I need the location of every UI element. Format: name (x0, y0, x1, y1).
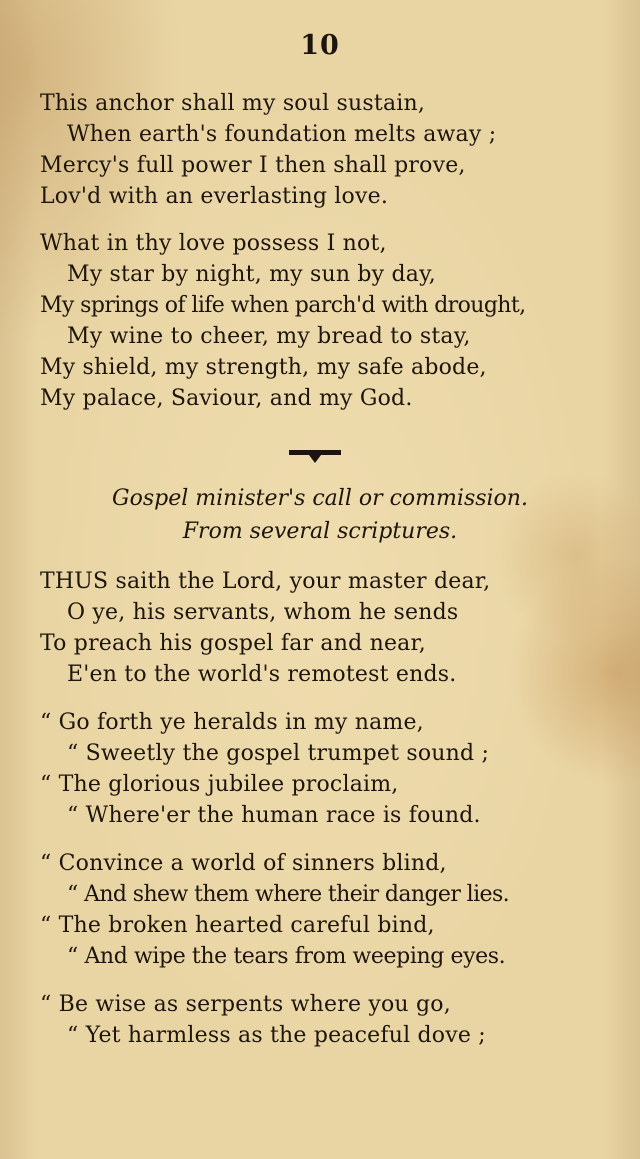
stanza-1 (40, 88, 630, 212)
verse-line: When earth's foundation melts away ; (67, 122, 497, 147)
hymn-stanza-1 (40, 566, 630, 690)
divider-drop-ornament (309, 455, 321, 463)
page-number: 10 (300, 30, 340, 61)
verse-line: What in thy love possess I not, (40, 231, 387, 256)
verse-line: E'en to the world's remotest ends. (67, 662, 457, 687)
verse-line: My wine to cheer, my bread to stay, (67, 324, 471, 349)
verse-line: “ Convince a world of sinners blind, (40, 851, 447, 876)
hymn-title: Gospel minister's call or commission. (112, 486, 528, 511)
verse-line: My palace, Saviour, and my God. (40, 386, 413, 411)
verse-line: “ The glorious jubilee proclaim, (40, 772, 399, 797)
section-divider-ornament (289, 446, 341, 466)
verse-line: My springs of life when parch'd with drought, (40, 293, 526, 318)
stanza-2 (40, 228, 630, 414)
hymn-stanza-3 (40, 848, 630, 972)
verse-line: My shield, my strength, my safe abode, (40, 355, 487, 380)
verse-line: “ Where'er the human race is found. (67, 803, 481, 828)
verse-line: “ And wipe the tears from weeping eyes. (67, 944, 506, 969)
verse-line: “ Yet harmless as the peaceful dove ; (67, 1023, 486, 1048)
verse-line: THUS saith the Lord, your master dear, (40, 569, 491, 594)
verse-line: “ Go forth ye heralds in my name, (40, 710, 424, 735)
verse-line: “ The broken hearted careful bind, (40, 913, 435, 938)
hymn-subtitle: From several scriptures. (182, 519, 458, 544)
hymn-stanza-2 (40, 707, 630, 831)
verse-line: To preach his gospel far and near, (40, 631, 426, 656)
verse-line: “ And shew them where their danger lies. (67, 882, 510, 907)
verse-line: O ye, his servants, whom he sends (67, 600, 459, 625)
verse-line: “ Be wise as serpents where you go, (40, 992, 451, 1017)
verse-line: My star by night, my sun by day, (67, 262, 437, 287)
verse-line: Lov'd with an everlasting love. (40, 184, 389, 209)
verse-line: “ Sweetly the gospel trumpet sound ; (67, 741, 490, 766)
verse-line: This anchor shall my soul sustain, (40, 91, 426, 116)
verse-line: Mercy's full power I then shall prove, (40, 153, 466, 178)
hymn-stanza-4 (40, 989, 630, 1051)
